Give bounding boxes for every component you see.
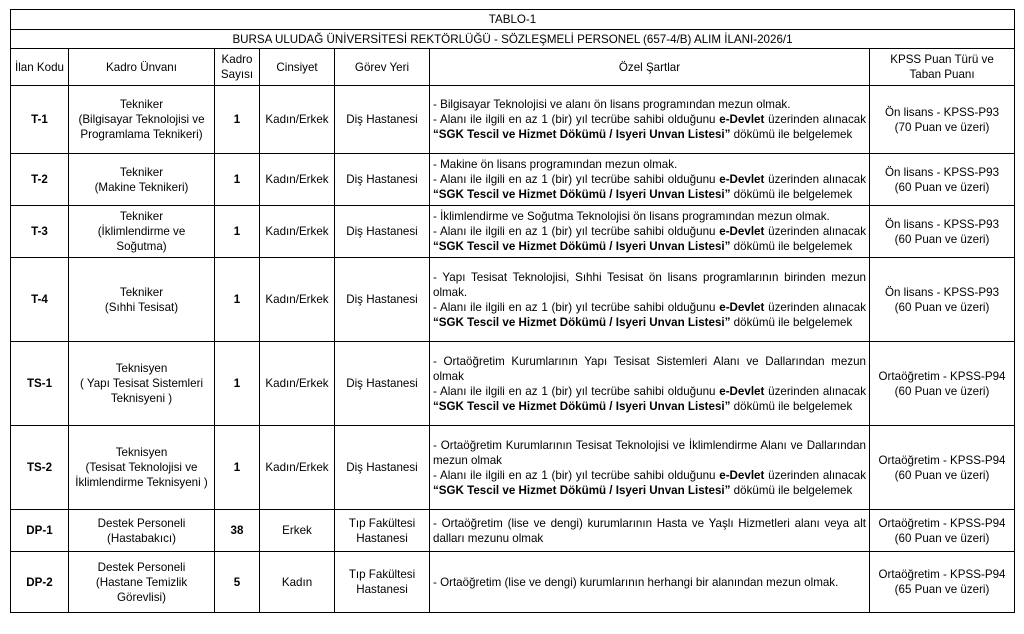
- cinsiyet-cell: Kadın: [260, 552, 335, 613]
- kpss-cell: [870, 510, 1015, 552]
- kpss-line: Ortaöğretim - KPSS-P94: [878, 369, 1006, 383]
- kadro-sayisi-cell: 5: [215, 552, 260, 613]
- ozel-sartlar-cell: [430, 206, 870, 258]
- requirement-text: dökümü ile belgelemek: [730, 399, 853, 413]
- kadro-unvani-cell: [69, 154, 215, 206]
- kadro-unvani-line: Teknisyeni ): [110, 392, 173, 405]
- gorev-yeri-line: Hastanesi: [356, 583, 408, 596]
- requirement-item: [433, 112, 866, 142]
- kadro-unvani-line: Tekniker: [119, 165, 164, 179]
- gorev-yeri-cell: [335, 258, 430, 342]
- table-row: [11, 206, 1015, 258]
- table-body: [11, 86, 1015, 613]
- ilan-kodu-cell: T-2: [11, 154, 69, 206]
- kpss-line: Ön lisans - KPSS-P93: [884, 105, 1000, 119]
- kadro-unvani-line: Teknisyen: [115, 362, 168, 375]
- kpss-line: (60 Puan ve üzeri): [894, 300, 990, 314]
- cinsiyet-cell: Erkek: [260, 510, 335, 552]
- kadro-unvani-line: Tekniker: [119, 98, 164, 111]
- requirement-item: [433, 468, 866, 498]
- kadro-sayisi-cell: 1: [215, 86, 260, 154]
- requirement-text: - Alanı ile ilgili en az 1 (bir) yıl tecrübe sahibi olduğunu: [433, 384, 720, 398]
- gorev-yeri-cell: [335, 206, 430, 258]
- requirement-text: - Alanı ile ilgili en az 1 (bir) yıl tecrübe sahibi olduğunu: [433, 113, 720, 126]
- ozel-sartlar-cell: [430, 154, 870, 206]
- table-row: [11, 510, 1015, 552]
- kpss-cell: [870, 342, 1015, 426]
- kadro-unvani-line: Destek Personeli: [97, 560, 186, 574]
- kadro-sayisi-cell: 1: [215, 258, 260, 342]
- kpss-cell: [870, 86, 1015, 154]
- col-header-kpss: KPSS Puan Türü ve Taban Puanı: [870, 49, 1015, 86]
- requirement-item: [433, 384, 866, 414]
- kadro-unvani-line: (Sıhhi Tesisat): [104, 300, 179, 314]
- col-header-gorev-yeri: Görev Yeri: [335, 49, 430, 86]
- kadro-sayisi-cell: 1: [215, 206, 260, 258]
- kadro-sayisi-cell: 38: [215, 510, 260, 552]
- kadro-unvani-line: İklimlendirme Teknisyeni ): [75, 476, 208, 489]
- kadro-unvani-line: (Bilgisayar Teknolojisi ve: [78, 113, 205, 126]
- ozel-sartlar-cell: [430, 426, 870, 510]
- kadro-unvani-line: ( Yapı Tesisat Sistemleri: [79, 377, 204, 390]
- gorev-yeri-line: Diş Hastanesi: [346, 377, 418, 390]
- ilan-kodu-cell: T-4: [11, 258, 69, 342]
- col-header-kadro-sayisi: Kadro Sayısı: [215, 49, 260, 86]
- kpss-line: (60 Puan ve üzeri): [894, 531, 990, 545]
- gorev-yeri-cell: [335, 426, 430, 510]
- requirement-text: üzerinden alınacak: [764, 113, 866, 126]
- cinsiyet-cell: Kadın/Erkek: [260, 258, 335, 342]
- kpss-line: (65 Puan ve üzeri): [894, 583, 990, 596]
- requirement-bold: “SGK Tescil ve Hizmet Dökümü / Isyeri Unvan Listesi”: [433, 128, 731, 141]
- table-row: [11, 258, 1015, 342]
- requirement-bold: “SGK Tescil ve Hizmet Dökümü / Isyeri Unvan Listesi”: [433, 483, 731, 497]
- kpss-line: Ortaöğretim - KPSS-P94: [878, 568, 1006, 581]
- announcement-title: BURSA ULUDAĞ ÜNİVERSİTESİ REKTÖRLÜĞÜ - SÖZLEŞMELİ PERSONEL (657-4/B) ALIM İLANI-2026/1: [11, 30, 1015, 49]
- requirement-bold: “SGK Tescil ve Hizmet Dökümü / Isyeri Unvan Listesi”: [433, 399, 731, 413]
- document-page: [10, 9, 1014, 613]
- kpss-line: (60 Puan ve üzeri): [894, 384, 990, 398]
- col-header-ozel-sartlar: Özel Şartlar: [430, 49, 870, 86]
- requirement-text: - Alanı ile ilgili en az 1 (bir) yıl tecrübe sahibi olduğunu: [433, 173, 720, 186]
- requirement-text: dökümü ile belgelemek: [730, 188, 853, 201]
- table-row: [11, 86, 1015, 154]
- ilan-kodu-cell: T-1: [11, 86, 69, 154]
- requirement-bold: e-Devlet: [719, 384, 765, 398]
- kpss-line: (60 Puan ve üzeri): [894, 232, 990, 246]
- requirement-bold: e-Devlet: [719, 113, 765, 126]
- requirement-bold: e-Devlet: [719, 300, 765, 314]
- requirement-item: - Ortaöğretim (lise ve dengi) kurumlarının herhangi bir alanından mezun olmak.: [433, 575, 839, 589]
- kadro-unvani-line: (Makine Teknikeri): [94, 180, 189, 194]
- gorev-yeri-line: Diş Hastanesi: [346, 113, 418, 126]
- kadro-sayisi-cell: 1: [215, 154, 260, 206]
- cinsiyet-cell: Kadın/Erkek: [260, 342, 335, 426]
- kpss-cell: [870, 552, 1015, 613]
- requirement-item: - Ortaöğretim (lise ve dengi) kurumlarının Hasta ve Yaşlı Hizmetleri alanı veya alt dalları mezunu olmak: [433, 516, 866, 545]
- gorev-yeri-line: Diş Hastanesi: [346, 173, 418, 186]
- ozel-sartlar-cell: [430, 258, 870, 342]
- kadro-unvani-line: Tekniker: [119, 285, 164, 299]
- cinsiyet-cell: Kadın/Erkek: [260, 426, 335, 510]
- col-header-kadro-unvani: Kadro Ünvanı: [69, 49, 215, 86]
- kadro-unvani-line: (Hastane Temizlik: [95, 575, 188, 589]
- requirement-text: dökümü ile belgelemek: [730, 483, 853, 497]
- requirement-item: - Ortaöğretim Kurumlarının Tesisat Teknolojisi ve İklimlendirme Alanı ve Dallarından mezun olmak: [433, 438, 866, 467]
- requirement-item: - İklimlendirme ve Soğutma Teknolojisi ön lisans programından mezun olmak.: [433, 210, 830, 223]
- kpss-cell: [870, 154, 1015, 206]
- table-row: [11, 426, 1015, 510]
- requirement-text: - Alanı ile ilgili en az 1 (bir) yıl tecrübe sahibi olduğunu: [433, 468, 720, 482]
- requirement-text: - Alanı ile ilgili en az 1 (bir) yıl tecrübe sahibi olduğunu: [433, 300, 720, 314]
- gorev-yeri-cell: [335, 86, 430, 154]
- kadro-unvani-line: Destek Personeli: [97, 516, 186, 530]
- requirement-item: [433, 172, 866, 202]
- gorev-yeri-line: Diş Hastanesi: [346, 293, 418, 306]
- kadro-sayisi-cell: 1: [215, 342, 260, 426]
- requirement-text: üzerinden alınacak: [764, 468, 866, 482]
- cinsiyet-cell: Kadın/Erkek: [260, 154, 335, 206]
- requirement-bold: e-Devlet: [719, 225, 765, 238]
- requirement-text: dökümü ile belgelemek: [730, 315, 853, 329]
- gorev-yeri-cell: [335, 342, 430, 426]
- gorev-yeri-cell: [335, 510, 430, 552]
- kpss-line: (70 Puan ve üzeri): [894, 120, 990, 134]
- kadro-unvani-line: (İklimlendirme ve Soğutma): [97, 225, 186, 253]
- requirement-text: dökümü ile belgelemek: [730, 128, 853, 141]
- kadro-unvani-line: (Tesisat Teknolojisi ve: [85, 461, 198, 474]
- ilan-kodu-cell: TS-1: [11, 342, 69, 426]
- requirement-bold: e-Devlet: [719, 173, 765, 186]
- ozel-sartlar-cell: [430, 552, 870, 613]
- kadro-unvani-line: Programlama Teknikeri): [80, 128, 203, 141]
- kadro-unvani-cell: [69, 342, 215, 426]
- header-row: [11, 49, 1015, 86]
- ilan-kodu-cell: DP-2: [11, 552, 69, 613]
- kpss-line: Ortaöğretim - KPSS-P94: [878, 453, 1006, 467]
- kadro-unvani-line: Tekniker: [119, 210, 164, 223]
- col-header-ilan-kodu: İlan Kodu: [11, 49, 69, 86]
- requirement-text: üzerinden alınacak: [764, 300, 866, 314]
- positions-table: [10, 9, 1015, 613]
- requirement-bold: “SGK Tescil ve Hizmet Dökümü / Isyeri Unvan Listesi”: [433, 240, 731, 253]
- cinsiyet-cell: Kadın/Erkek: [260, 86, 335, 154]
- gorev-yeri-line: Tıp Fakültesi: [348, 516, 416, 530]
- kadro-unvani-line: Görevlisi): [117, 590, 166, 604]
- kadro-unvani-cell: [69, 552, 215, 613]
- ilan-kodu-cell: TS-2: [11, 426, 69, 510]
- requirement-text: üzerinden alınacak: [764, 225, 866, 238]
- requirement-item: [433, 224, 866, 254]
- ilan-kodu-cell: DP-1: [11, 510, 69, 552]
- ozel-sartlar-cell: [430, 342, 870, 426]
- kadro-sayisi-cell: 1: [215, 426, 260, 510]
- requirement-item: - Yapı Tesisat Teknolojisi, Sıhhi Tesisat ön lisans programlarının birinden mezun olmak.: [433, 270, 866, 299]
- kadro-unvani-cell: [69, 426, 215, 510]
- kadro-unvani-cell: [69, 206, 215, 258]
- kpss-cell: [870, 258, 1015, 342]
- requirement-text: üzerinden alınacak: [764, 173, 866, 186]
- cinsiyet-cell: Kadın/Erkek: [260, 206, 335, 258]
- requirement-item: - Ortaöğretim Kurumlarının Yapı Tesisat Sistemleri Alanı ve Dallarından mezun olmak: [433, 354, 866, 383]
- gorev-yeri-cell: [335, 154, 430, 206]
- kpss-line: Ortaöğretim - KPSS-P94: [878, 516, 1006, 530]
- kadro-unvani-cell: [69, 86, 215, 154]
- gorev-yeri-cell: [335, 552, 430, 613]
- ozel-sartlar-cell: [430, 86, 870, 154]
- table-row: [11, 154, 1015, 206]
- ilan-kodu-cell: T-3: [11, 206, 69, 258]
- kadro-unvani-line: Teknisyen: [115, 446, 168, 459]
- table-title: TABLO-1: [11, 10, 1015, 30]
- kpss-line: Ön lisans - KPSS-P93: [884, 217, 1000, 231]
- kadro-unvani-line: (Hastabakıcı): [107, 531, 176, 545]
- kpss-cell: [870, 206, 1015, 258]
- ozel-sartlar-cell: [430, 510, 870, 552]
- kpss-line: (60 Puan ve üzeri): [894, 180, 990, 194]
- requirement-item: - Bilgisayar Teknolojisi ve alanı ön lisans programından mezun olmak.: [433, 98, 791, 111]
- kpss-line: Ön lisans - KPSS-P93: [884, 285, 1000, 299]
- requirement-bold: “SGK Tescil ve Hizmet Dökümü / Isyeri Unvan Listesi”: [433, 315, 731, 329]
- gorev-yeri-line: Hastanesi: [356, 531, 408, 545]
- kadro-unvani-cell: [69, 258, 215, 342]
- kpss-cell: [870, 426, 1015, 510]
- requirement-bold: “SGK Tescil ve Hizmet Dökümü / Isyeri Unvan Listesi”: [433, 188, 731, 201]
- requirement-text: - Alanı ile ilgili en az 1 (bir) yıl tecrübe sahibi olduğunu: [433, 225, 720, 238]
- requirement-item: - Makine ön lisans programından mezun olmak.: [433, 158, 678, 171]
- requirement-bold: e-Devlet: [719, 468, 765, 482]
- table-row: [11, 342, 1015, 426]
- gorev-yeri-line: Tıp Fakültesi: [348, 568, 416, 581]
- gorev-yeri-line: Diş Hastanesi: [346, 461, 418, 474]
- gorev-yeri-line: Diş Hastanesi: [346, 225, 418, 238]
- kadro-unvani-cell: [69, 510, 215, 552]
- requirement-text: dökümü ile belgelemek: [730, 240, 853, 253]
- table-row: [11, 552, 1015, 613]
- kpss-line: Ön lisans - KPSS-P93: [884, 165, 1000, 179]
- requirement-item: [433, 300, 866, 330]
- kpss-line: (60 Puan ve üzeri): [894, 468, 990, 482]
- col-header-cinsiyet: Cinsiyet: [260, 49, 335, 86]
- requirement-text: üzerinden alınacak: [764, 384, 866, 398]
